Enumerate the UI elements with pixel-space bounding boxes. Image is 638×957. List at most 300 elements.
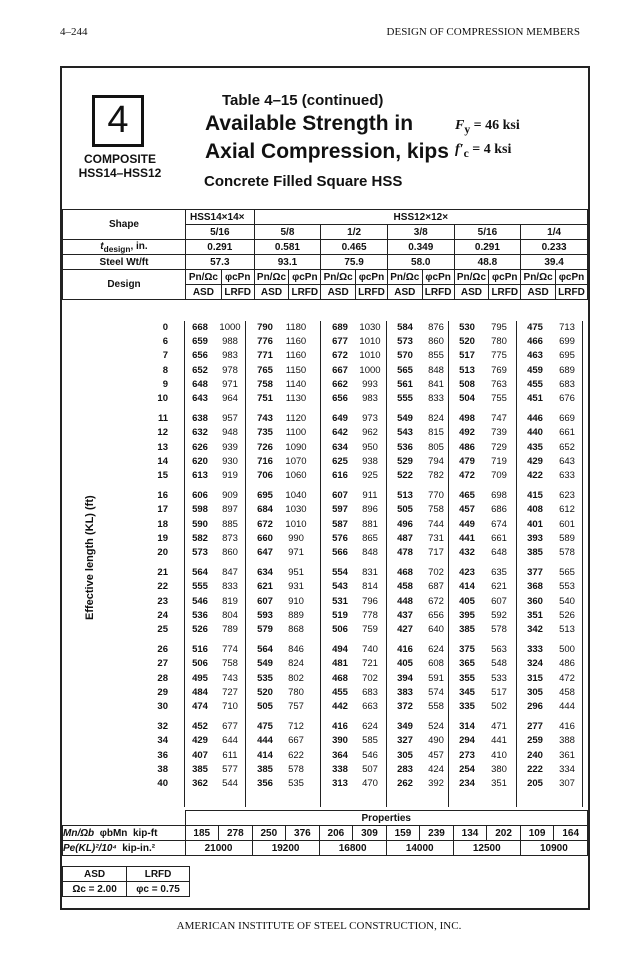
strength-cell: 873 [222,532,238,544]
strength-cell: 778 [362,609,378,621]
strength-cell: 683 [559,378,575,390]
strength-cell: 758 [257,378,273,390]
strength-cell: 463 [527,350,543,362]
strength-cell: 831 [362,567,378,579]
strength-cell: 847 [222,567,238,579]
strength-cell: 622 [288,749,304,761]
strength-cell: 758 [428,504,444,516]
strength-cell: 465 [459,490,475,502]
strength-cell: 536 [397,441,413,453]
strength-cell: 662 [332,378,348,390]
strength-cell: 416 [332,721,348,733]
strength-cell: 324 [527,658,543,670]
fc-label: $f'_c = 4$ ksi [455,142,512,160]
strength-cell: 561 [397,378,413,390]
strength-cell: 770 [428,490,444,502]
strength-cell: 573 [397,336,413,348]
strength-cell: 684 [257,504,273,516]
strength-cell: 896 [362,504,378,516]
strength-cell: 624 [362,721,378,733]
mn-label: Mn/Ωb φbMn kip-ft [63,826,186,841]
strength-cell: 455 [332,686,348,698]
kl-value: 20 [157,547,168,558]
strength-cell: 471 [491,721,507,733]
strength-cell: 486 [559,658,575,670]
strength-cell: 423 [459,567,475,579]
strength-cell: 401 [527,518,543,530]
strength-cell: 814 [362,581,378,593]
strength-cell: 362 [192,778,208,789]
strength-cell: 686 [491,504,507,516]
strength-cell: 706 [257,470,273,481]
strength-cell: 634 [257,567,273,579]
strength-cell: 909 [222,490,238,502]
strength-cell: 765 [257,364,273,376]
strength-cell: 632 [192,427,208,439]
strength-cell: 795 [491,322,507,333]
strength-cell: 405 [397,658,413,670]
strength-cell: 390 [332,735,348,747]
strength-cell: 607 [491,595,507,607]
strength-cell: 472 [459,470,475,481]
kl-value: 40 [157,778,168,789]
strength-cell: 457 [459,504,475,516]
strength-cell: 472 [559,672,575,684]
strength-cell: 529 [397,455,413,467]
strength-cell: 360 [527,595,543,607]
strength-cell: 553 [559,581,575,593]
strength-cell: 294 [459,735,475,747]
table-subtitle: Concrete Filled Square HSS [204,173,403,190]
strength-cell: 938 [362,455,378,467]
strength-cell: 408 [527,504,543,516]
kl-value: 36 [157,749,168,761]
strength-cell: 625 [332,455,348,467]
strength-cell: 273 [459,749,475,761]
strength-cell: 540 [559,595,575,607]
strength-cell: 564 [192,567,208,579]
strength-cell: 683 [362,686,378,698]
strength-cell: 578 [559,547,575,558]
strength-cell: 616 [332,470,348,481]
strength-cell: 205 [527,778,543,789]
strength-cell: 698 [491,490,507,502]
kl-value: 29 [157,686,168,698]
strength-cell: 496 [397,518,413,530]
strength-cell: 672 [332,350,348,362]
strength-cell: 674 [491,518,507,530]
strength-cell: 621 [491,581,507,593]
strength-cell: 1060 [285,470,307,481]
strength-cell: 505 [257,701,273,712]
strength-cell: 392 [428,778,444,789]
strength-cell: 385 [192,763,208,775]
strength-cell: 313 [332,778,348,789]
strength-cell: 824 [288,658,304,670]
strength-cell: 626 [192,441,208,453]
strength-cell: 315 [527,672,543,684]
strength-cell: 988 [222,336,238,348]
strength-cell: 643 [559,455,575,467]
strength-cell: 607 [257,595,273,607]
strength-cell: 484 [192,686,208,698]
strength-cell: 802 [288,672,304,684]
strength-cell: 349 [397,721,413,733]
fy-label: $F_y = 46$ ksi [455,118,520,136]
kl-value: 25 [157,624,168,635]
strength-cell: 607 [332,490,348,502]
strength-cell: 548 [491,658,507,670]
kl-value: 8 [162,364,168,376]
strength-cell: 526 [559,609,575,621]
strength-cell: 794 [428,455,444,467]
strength-cell: 846 [288,644,304,656]
strength-cell: 513 [459,364,475,376]
strength-cell: 659 [192,336,208,348]
strength-cell: 661 [559,427,575,439]
kl-value: 17 [157,504,168,516]
strength-cell: 405 [459,595,475,607]
strength-cell: 585 [362,735,378,747]
kl-value: 30 [157,701,168,712]
strength-cell: 377 [527,567,543,579]
strength-cell: 457 [428,749,444,761]
table-title-1: Available Strength in [205,112,414,135]
strength-cell: 546 [192,595,208,607]
strength-cell: 385 [459,624,475,635]
strength-cell: 468 [397,567,413,579]
strength-cell: 487 [397,532,413,544]
strength-cell: 993 [362,378,378,390]
strength-cell: 676 [559,393,575,404]
strength-cell: 351 [527,609,543,621]
strength-cell: 848 [428,364,444,376]
strength-cell: 881 [362,518,378,530]
strength-cell: 971 [222,378,238,390]
steel-wt-label: Steel Wt/ft [63,255,186,270]
strength-cell: 833 [428,393,444,404]
strength-cell: 441 [459,532,475,544]
strength-cell: 573 [192,547,208,558]
strength-cell: 648 [491,547,507,558]
strength-cell: 458 [559,686,575,698]
strength-cell: 385 [527,547,543,558]
strength-cell: 652 [192,364,208,376]
strength-cell: 582 [192,532,208,544]
strength-cell: 1090 [285,441,307,453]
strength-cell: 950 [362,441,378,453]
strength-cell: 848 [362,547,378,558]
strength-cell: 517 [459,350,475,362]
strength-cell: 342 [527,624,543,635]
kl-value: 19 [157,532,168,544]
kl-value: 16 [157,490,168,502]
strength-cell: 824 [428,413,444,425]
strength-cell: 564 [257,644,273,656]
strength-cell: 973 [362,413,378,425]
strength-cell: 624 [428,644,444,656]
strength-cell: 689 [332,322,348,333]
strength-cell: 314 [459,721,475,733]
strength-cell: 796 [362,595,378,607]
strength-cell: 277 [527,721,543,733]
strength-cell: 774 [222,644,238,656]
properties-table: Properties Mn/Ωb φbMn kip-ft 185 278 250 376 206 309 159 239 134 202 109 164 Pe(KL)²/10⁴ kip-in.² 21000 19200 16800 14000 12500 10900 [62,810,588,856]
strength-cell: 468 [332,672,348,684]
kl-value: 38 [157,763,168,775]
strength-cell: 775 [491,350,507,362]
strength-cell: 338 [332,763,348,775]
strength-cell: 672 [428,595,444,607]
strength-cell: 446 [527,413,543,425]
strength-cell: 951 [288,567,304,579]
strength-cell: 592 [491,609,507,621]
table-title-2: Axial Compression, kips [205,140,449,163]
strength-cell: 577 [222,763,238,775]
strength-cell: 911 [362,490,378,502]
column-divider [582,321,583,807]
strength-cell: 335 [459,701,475,712]
strength-cell: 535 [288,778,304,789]
strength-cell: 361 [559,749,575,761]
strength-cell: 712 [288,721,304,733]
page-number: 4–244 [60,26,88,38]
strength-cell: 640 [428,624,444,635]
strength-cell: 1030 [285,504,307,516]
kl-value: 12 [157,427,168,439]
strength-cell: 721 [362,658,378,670]
strength-cell: 565 [559,567,575,579]
strength-cell: 642 [332,427,348,439]
strength-cell: 889 [288,609,304,621]
strength-cell: 621 [257,581,273,593]
strength-cell: 416 [397,644,413,656]
strength-cell: 558 [428,701,444,712]
strength-cell: 500 [559,644,575,656]
strength-cell: 1140 [285,378,307,390]
strength-cell: 1120 [285,413,307,425]
strength-cell: 375 [459,644,475,656]
kl-value: 23 [157,595,168,607]
strength-cell: 669 [559,413,575,425]
strength-cell: 727 [222,686,238,698]
strength-cell: 444 [559,701,575,712]
strength-cell: 394 [397,672,413,684]
strength-cell: 385 [257,763,273,775]
strength-cell: 414 [257,749,273,761]
shape-label: Shape [63,210,186,240]
strength-cell: 713 [559,322,575,333]
strength-cell: 677 [222,721,238,733]
strength-cell: 524 [428,721,444,733]
pe-label: Pe(KL)²/10⁴ kip-in.² [63,841,186,856]
kl-value: 18 [157,518,168,530]
strength-cell: 494 [332,644,348,656]
strength-cell: 590 [192,518,208,530]
strength-cell: 296 [527,701,543,712]
strength-cell: 475 [257,721,273,733]
strength-cell: 613 [192,470,208,481]
strength-cell: 805 [428,441,444,453]
strength-cell: 598 [192,504,208,516]
strength-cell: 763 [491,378,507,390]
strength-cell: 555 [397,393,413,404]
strength-cell: 876 [428,322,444,333]
design-label: Design [63,270,186,300]
strength-cell: 578 [288,763,304,775]
strength-cell: 930 [222,455,238,467]
strength-cell: 634 [332,441,348,453]
strength-cell: 519 [332,609,348,621]
kl-value: 6 [162,336,168,348]
strength-cell: 660 [257,532,273,544]
strength-cell: 644 [222,735,238,747]
strength-cell: 638 [192,413,208,425]
strength-cell: 506 [192,658,208,670]
strength-cell: 432 [459,547,475,558]
strength-cell: 780 [491,336,507,348]
strength-cell: 549 [257,658,273,670]
strength-cell: 719 [491,455,507,467]
strength-cell: 739 [491,427,507,439]
strength-cell: 962 [362,427,378,439]
strength-cell: 743 [222,672,238,684]
strength-cell: 305 [397,749,413,761]
strength-cell: 495 [192,672,208,684]
kl-value: 10 [157,393,168,404]
strength-cell: 1180 [285,322,307,333]
strength-cell: 606 [192,490,208,502]
strength-cell: 333 [527,644,543,656]
strength-cell: 1150 [285,364,307,376]
strength-cell: 449 [459,518,475,530]
strength-cell: 305 [527,686,543,698]
strength-cell: 407 [192,749,208,761]
strength-cell: 368 [527,581,543,593]
tdesign-label: $t_{design}$, in. [63,240,186,255]
strength-cell: 517 [491,686,507,698]
strength-cell: 530 [459,322,475,333]
strength-cell: 543 [397,427,413,439]
strength-cell: 544 [222,778,238,789]
strength-cell: 576 [332,532,348,544]
strength-cell: 259 [527,735,543,747]
strength-cell: 716 [257,455,273,467]
column-divider [245,321,246,807]
kl-value: 21 [157,567,168,579]
strength-cell: 668 [192,322,208,333]
strength-cell: 643 [192,393,208,404]
strength-cell: 677 [332,336,348,348]
strength-cell: 885 [222,518,238,530]
strength-cell: 1130 [285,393,307,404]
kl-value: 22 [157,581,168,593]
column-divider [386,321,387,807]
strength-cell: 543 [332,581,348,593]
strength-cell: 222 [527,763,543,775]
strength-cell: 283 [397,763,413,775]
strength-cell: 448 [397,595,413,607]
strength-cell: 948 [222,427,238,439]
kl-value: 0 [162,322,168,333]
strength-cell: 531 [332,595,348,607]
strength-cell: 855 [428,350,444,362]
strength-cell: 957 [222,413,238,425]
strength-cell: 459 [527,364,543,376]
strength-cell: 584 [397,322,413,333]
strength-cell: 757 [288,701,304,712]
kl-value: 15 [157,470,168,481]
strength-cell: 388 [559,735,575,747]
strength-cell: 910 [288,595,304,607]
group-hss14: HSS14×14× [186,210,255,225]
strength-cell: 578 [491,624,507,635]
strength-cell: 470 [362,778,378,789]
strength-cell: 364 [332,749,348,761]
strength-cell: 717 [428,547,444,558]
strength-cell: 1030 [359,322,381,333]
strength-cell: 983 [362,393,378,404]
strength-cell: 672 [257,518,273,530]
strength-cell: 587 [332,518,348,530]
strength-cell: 427 [397,624,413,635]
kl-value: 11 [157,413,168,425]
strength-cell: 771 [257,350,273,362]
strength-cell: 422 [527,470,543,481]
strength-cell: 647 [257,547,273,558]
strength-cell: 608 [428,658,444,670]
strength-cell: 455 [527,378,543,390]
strength-cell: 566 [332,547,348,558]
strength-cell: 735 [257,427,273,439]
strength-cell: 356 [257,778,273,789]
strength-cell: 334 [559,763,575,775]
strength-cell: 589 [559,532,575,544]
strength-cell: 841 [428,378,444,390]
strength-cell: 307 [559,778,575,789]
strength-cell: 555 [192,581,208,593]
strength-cell: 633 [559,470,575,481]
strength-cell: 804 [222,609,238,621]
strength-cell: 554 [332,567,348,579]
strength-cell: 591 [428,672,444,684]
strength-cell: 240 [527,749,543,761]
strength-cell: 601 [559,518,575,530]
factors-table: ASD LRFD Ωc = 2.00 φc = 0.75 [62,866,190,897]
properties-label: Properties [185,811,588,826]
strength-cell: 520 [257,686,273,698]
strength-cell: 620 [192,455,208,467]
strength-cell: 1040 [285,490,307,502]
strength-cell: 667 [288,735,304,747]
strength-cell: 475 [527,322,543,333]
group-hss12: HSS12×12× [254,210,587,225]
strength-cell: 502 [491,701,507,712]
strength-cell: 574 [428,686,444,698]
strength-cell: 441 [491,735,507,747]
strength-cell: 429 [192,735,208,747]
kl-value: 34 [157,735,168,747]
strength-cell: 533 [491,672,507,684]
strength-cell: 815 [428,427,444,439]
strength-cell: 355 [459,672,475,684]
strength-cell: 507 [362,763,378,775]
kl-value: 24 [157,609,168,621]
strength-cell: 380 [491,763,507,775]
strength-cell: 505 [397,504,413,516]
strength-cell: 1010 [359,336,381,348]
strength-cell: 865 [362,532,378,544]
